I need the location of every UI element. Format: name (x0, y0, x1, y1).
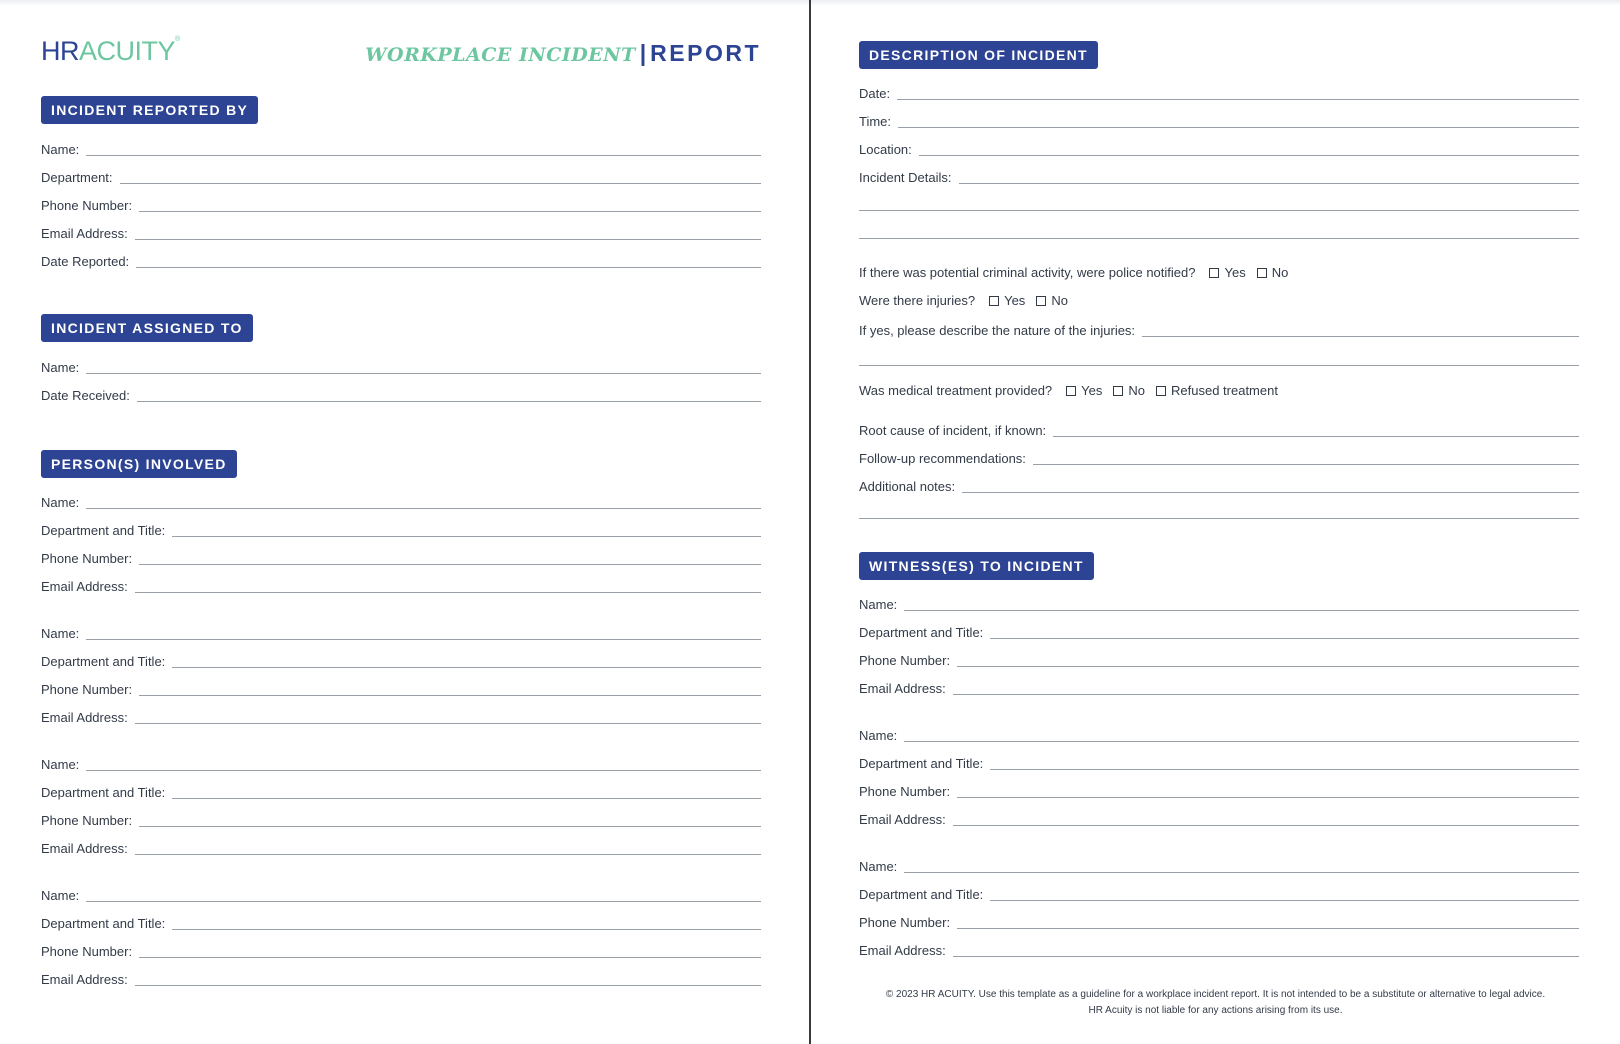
injuries-question: Were there injuries? Yes No (859, 293, 1068, 308)
additional-notes-line-2[interactable] (859, 518, 1579, 519)
incident-time-field[interactable]: Time: (859, 112, 1579, 130)
police-yes-checkbox[interactable]: Yes (1209, 265, 1245, 280)
reported-by-date-field[interactable]: Date Reported: (41, 252, 761, 270)
medical-yes-checkbox[interactable]: Yes (1066, 383, 1102, 398)
incident-details-line-3[interactable] (859, 238, 1579, 239)
checkbox-icon[interactable] (1257, 268, 1267, 278)
incident-date-field[interactable]: Date: (859, 84, 1579, 102)
incident-details-line-2[interactable] (859, 210, 1579, 211)
witness-3-email-field[interactable]: Email Address: (859, 941, 1579, 959)
checkbox-icon[interactable] (1113, 386, 1123, 396)
assigned-to-name-field[interactable]: Name: (41, 358, 761, 376)
report-title (365, 40, 761, 67)
additional-notes-field[interactable]: Additional notes: (859, 477, 1579, 495)
medical-treatment-question: Was medical treatment provided? Yes No Refused treatment (859, 383, 1278, 398)
witness-2-name-field[interactable]: Name: (859, 726, 1579, 744)
person-1-dept-field[interactable]: Department and Title: (41, 521, 761, 539)
person-2-dept-field[interactable]: Department and Title: (41, 652, 761, 670)
person-2-phone-field[interactable]: Phone Number: (41, 680, 761, 698)
person-4-email-field[interactable]: Email Address: (41, 970, 761, 988)
checkbox-icon[interactable] (1156, 386, 1166, 396)
person-1-phone-field[interactable]: Phone Number: (41, 549, 761, 567)
medical-no-checkbox[interactable]: No (1113, 383, 1145, 398)
footer-line-1: © 2023 HR ACUITY. Use this template as a guideline for a workplace incident report. It is not intended to be a substitute or alternative to legal advice. (885, 989, 1546, 1000)
person-3-email-field[interactable]: Email Address: (41, 839, 761, 857)
footer-line-2: HR Acuity is not liable for any actions arising from its use. (1088, 1005, 1343, 1016)
person-4-name-field[interactable]: Name: (41, 886, 761, 904)
title-report: REPORT (650, 40, 761, 66)
witness-3-name-field[interactable]: Name: (859, 857, 1579, 875)
right-page (811, 0, 1620, 1044)
section-heading-description: DESCRIPTION OF INCIDENT (859, 41, 1098, 69)
witness-1-phone-field[interactable]: Phone Number: (859, 651, 1579, 669)
person-1-name-field[interactable]: Name: (41, 493, 761, 511)
person-3-name-field[interactable]: Name: (41, 755, 761, 773)
witness-1-name-field[interactable]: Name: (859, 595, 1579, 613)
assigned-to-date-received-field[interactable]: Date Received: (41, 386, 761, 404)
police-notified-question: If there was potential criminal activity, were police notified? Yes No (859, 265, 1289, 280)
checkbox-icon[interactable] (1066, 386, 1076, 396)
witness-1-email-field[interactable]: Email Address: (859, 679, 1579, 697)
root-cause-field[interactable]: Root cause of incident, if known: (859, 421, 1579, 439)
reported-by-name-field[interactable]: Name: (41, 140, 761, 158)
person-1-email-field[interactable]: Email Address: (41, 577, 761, 595)
person-3-dept-field[interactable]: Department and Title: (41, 783, 761, 801)
witness-3-dept-field[interactable]: Department and Title: (859, 885, 1579, 903)
police-no-checkbox[interactable]: No (1257, 265, 1289, 280)
section-heading-persons-involved: PERSON(S) INVOLVED (41, 450, 237, 478)
witness-2-email-field[interactable]: Email Address: (859, 810, 1579, 828)
title-workplace-incident: WORKPLACE INCIDENT (365, 44, 636, 66)
person-4-dept-field[interactable]: Department and Title: (41, 914, 761, 932)
injuries-description-line-2[interactable] (859, 365, 1579, 366)
witness-2-dept-field[interactable]: Department and Title: (859, 754, 1579, 772)
injuries-yes-checkbox[interactable]: Yes (989, 293, 1025, 308)
section-heading-reported-by: INCIDENT REPORTED BY (41, 96, 258, 124)
person-2-name-field[interactable]: Name: (41, 624, 761, 642)
left-page (0, 0, 809, 1044)
witness-2-phone-field[interactable]: Phone Number: (859, 782, 1579, 800)
hr-acuity-logo: HRACUITY® (41, 36, 180, 66)
title-separator: | (639, 40, 647, 66)
person-2-email-field[interactable]: Email Address: (41, 708, 761, 726)
copyright-footer (811, 987, 1620, 1019)
person-4-phone-field[interactable]: Phone Number: (41, 942, 761, 960)
reported-by-department-field[interactable]: Department: (41, 168, 761, 186)
section-heading-assigned-to: INCIDENT ASSIGNED TO (41, 314, 253, 342)
incident-details-field[interactable]: Incident Details: (859, 168, 1579, 186)
witness-1-dept-field[interactable]: Department and Title: (859, 623, 1579, 641)
checkbox-icon[interactable] (1036, 296, 1046, 306)
reported-by-email-field[interactable]: Email Address: (41, 224, 761, 242)
reported-by-phone-field[interactable]: Phone Number: (41, 196, 761, 214)
injuries-description-field[interactable]: If yes, please describe the nature of the injuries: (859, 321, 1579, 339)
witness-3-phone-field[interactable]: Phone Number: (859, 913, 1579, 931)
injuries-no-checkbox[interactable]: No (1036, 293, 1068, 308)
medical-refused-checkbox[interactable]: Refused treatment (1156, 383, 1278, 398)
checkbox-icon[interactable] (989, 296, 999, 306)
follow-up-field[interactable]: Follow-up recommendations: (859, 449, 1579, 467)
checkbox-icon[interactable] (1209, 268, 1219, 278)
incident-location-field[interactable]: Location: (859, 140, 1579, 158)
person-3-phone-field[interactable]: Phone Number: (41, 811, 761, 829)
section-heading-witnesses: WITNESS(ES) TO INCIDENT (859, 552, 1094, 580)
